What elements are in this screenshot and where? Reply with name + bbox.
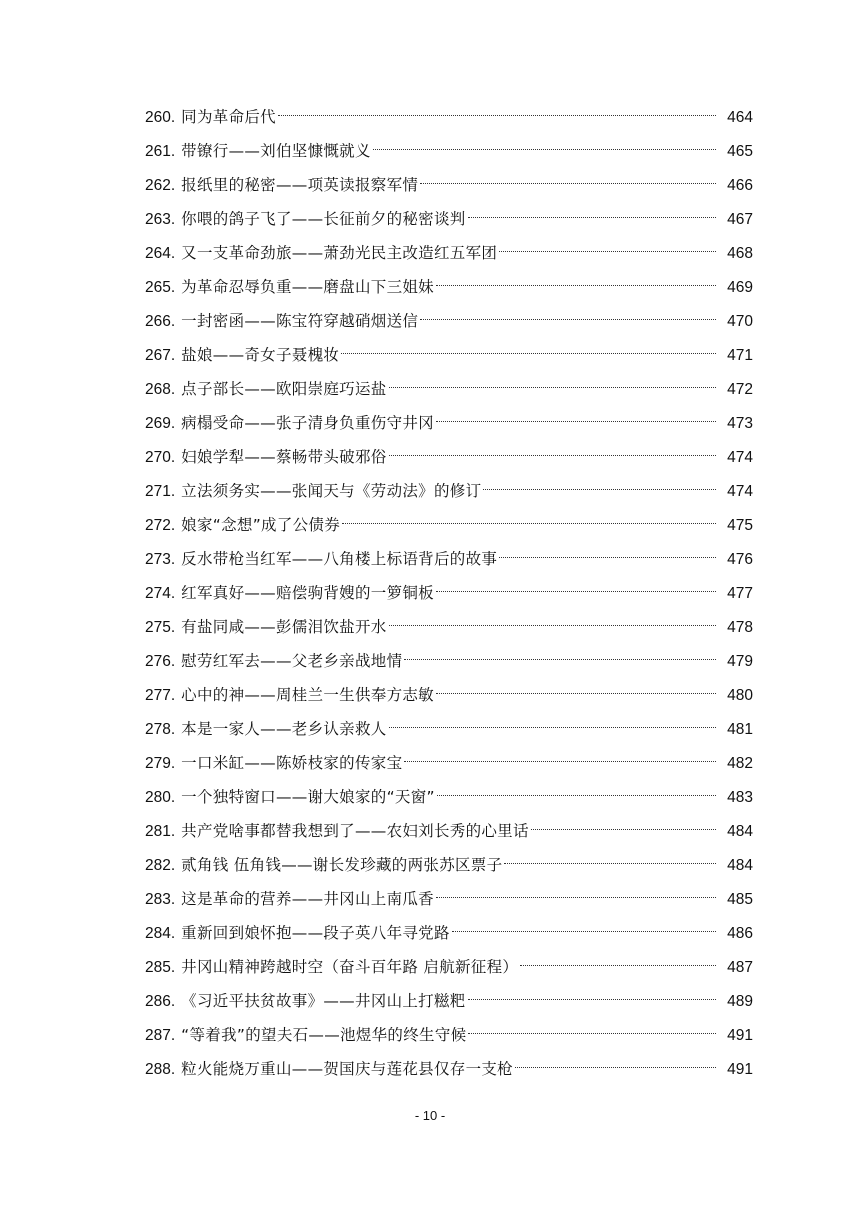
toc-entry[interactable] xyxy=(145,542,753,576)
toc-entry-page: 478 xyxy=(727,619,753,636)
toc-entry-number: 262. xyxy=(145,177,176,194)
dot-leader xyxy=(483,489,716,490)
dot-leader xyxy=(389,727,716,728)
toc-entry[interactable] xyxy=(145,984,753,1018)
toc-entry-page: 469 xyxy=(727,279,753,296)
toc-entry-page: 471 xyxy=(727,347,753,364)
dot-leader xyxy=(389,387,716,388)
toc-entry-title: 娘家“念想”成了公债券 xyxy=(181,516,341,534)
toc-entry-title: “等着我”的望夫石——池煜华的终生守候 xyxy=(181,1026,467,1044)
toc-entry-page: 480 xyxy=(727,687,753,704)
toc-entry-page: 491 xyxy=(727,1027,753,1044)
toc-entry[interactable] xyxy=(145,474,753,508)
toc-entry[interactable] xyxy=(145,916,753,950)
toc-entry-number: 265. xyxy=(145,279,176,296)
toc-entry-title: 本是一家人——老乡认亲救人 xyxy=(181,720,387,738)
toc-entry[interactable] xyxy=(145,338,753,372)
dot-leader xyxy=(436,897,716,898)
toc-entry-number: 275. xyxy=(145,619,176,636)
toc-entry-title: 报纸里的秘密——项英读报察军情 xyxy=(181,176,419,194)
toc-entry[interactable] xyxy=(145,236,753,270)
dot-leader xyxy=(531,829,716,830)
toc-entry[interactable] xyxy=(145,746,753,780)
toc-entry[interactable] xyxy=(145,100,753,134)
toc-entry-number: 283. xyxy=(145,891,176,908)
toc-entry-title: 共产党啥事都替我想到了——农妇刘长秀的心里话 xyxy=(181,822,529,840)
toc-entry[interactable] xyxy=(145,406,753,440)
dot-leader xyxy=(341,353,716,354)
toc-entry[interactable] xyxy=(145,1052,753,1086)
toc-entry-page: 475 xyxy=(727,517,753,534)
dot-leader xyxy=(499,251,716,252)
toc-entry-number: 274. xyxy=(145,585,176,602)
dot-leader xyxy=(468,999,716,1000)
dot-leader xyxy=(468,1033,716,1034)
toc-entry-title: 你喂的鸽子飞了——长征前夕的秘密谈判 xyxy=(181,210,466,228)
toc-entry-page: 479 xyxy=(727,653,753,670)
toc-entry-page: 466 xyxy=(727,177,753,194)
toc-entry-number: 281. xyxy=(145,823,176,840)
toc-entry-title: 慰劳红军去——父老乡亲战地情 xyxy=(181,652,403,670)
toc-entry[interactable] xyxy=(145,610,753,644)
toc-entry-number: 280. xyxy=(145,789,176,806)
toc-entry-title: 粒火能烧万重山——贺国庆与莲花县仅存一支枪 xyxy=(181,1060,513,1078)
toc-entry[interactable] xyxy=(145,440,753,474)
toc-entry[interactable] xyxy=(145,712,753,746)
toc-entry-title: 心中的神——周桂兰一生供奉方志敏 xyxy=(181,686,434,704)
toc-entry-page: 489 xyxy=(727,993,753,1010)
dot-leader xyxy=(389,625,716,626)
toc-entry-page: 485 xyxy=(727,891,753,908)
toc-entry-page: 487 xyxy=(727,959,753,976)
toc-entry-title: 有盐同咸——彭儒泪饮盐开水 xyxy=(181,618,387,636)
toc-entry[interactable] xyxy=(145,508,753,542)
toc-entry-title: 反水带枪当红军——八角楼上标语背后的故事 xyxy=(181,550,498,568)
toc-entry-page: 464 xyxy=(727,109,753,126)
dot-leader xyxy=(515,1067,716,1068)
dot-leader xyxy=(404,659,716,660)
toc-entry-page: 491 xyxy=(727,1061,753,1078)
toc-entry-number: 261. xyxy=(145,143,176,160)
dot-leader xyxy=(373,149,716,150)
toc-entry-title: 红军真好——赔偿驹背嫂的一箩铜板 xyxy=(181,584,434,602)
page-number: - 10 - xyxy=(414,1108,446,1123)
toc-entry[interactable] xyxy=(145,678,753,712)
toc-entry-number: 272. xyxy=(145,517,176,534)
toc-entry[interactable] xyxy=(145,134,753,168)
toc-entry-page: 467 xyxy=(727,211,753,228)
toc-entry-page: 474 xyxy=(727,483,753,500)
toc-entry[interactable] xyxy=(145,814,753,848)
toc-entry-title: 这是革命的营养——井冈山上南瓜香 xyxy=(181,890,434,908)
toc-entry[interactable] xyxy=(145,270,753,304)
dot-leader xyxy=(436,693,716,694)
toc-entry[interactable] xyxy=(145,780,753,814)
dot-leader xyxy=(420,319,716,320)
toc-entry-number: 287. xyxy=(145,1027,176,1044)
toc-entry[interactable] xyxy=(145,202,753,236)
toc-entry-title: 立法须务实——张闻天与《劳动法》的修订 xyxy=(181,482,482,500)
toc-entry-title: 一口米缸——陈娇枝家的传家宝 xyxy=(181,754,403,772)
toc-entry-page: 476 xyxy=(727,551,753,568)
toc-entry[interactable] xyxy=(145,882,753,916)
toc-entry-number: 266. xyxy=(145,313,176,330)
toc-entry-title: 《习近平扶贫故事》——井冈山上打糍粑 xyxy=(181,992,466,1010)
dot-leader xyxy=(468,217,716,218)
toc-entry-title: 病榻受命——张子清身负重伤守井冈 xyxy=(181,414,434,432)
dot-leader xyxy=(342,523,716,524)
dot-leader xyxy=(437,795,716,796)
toc-entry-number: 263. xyxy=(145,211,176,228)
toc-entry-number: 276. xyxy=(145,653,176,670)
dot-leader xyxy=(420,183,716,184)
toc-entry-number: 284. xyxy=(145,925,176,942)
toc-entry[interactable] xyxy=(145,168,753,202)
toc-entry-title: 同为革命后代 xyxy=(181,108,276,126)
toc-entry-number: 267. xyxy=(145,347,176,364)
toc-entry-title: 点子部长——欧阳崇庭巧运盐 xyxy=(181,380,387,398)
toc-entry[interactable] xyxy=(145,950,753,984)
toc-entry-page: 483 xyxy=(727,789,753,806)
toc-entry-title: 盐娘——奇女子聂槐妆 xyxy=(181,346,340,364)
toc-entry-page: 474 xyxy=(727,449,753,466)
toc-entry-number: 269. xyxy=(145,415,176,432)
dot-leader xyxy=(436,591,716,592)
toc-entry[interactable] xyxy=(145,372,753,406)
toc-entry-title: 带镣行——刘伯坚慷慨就义 xyxy=(181,142,371,160)
dot-leader xyxy=(389,455,716,456)
table-of-contents xyxy=(145,100,753,1086)
toc-entry-page: 486 xyxy=(727,925,753,942)
toc-entry[interactable] xyxy=(145,576,753,610)
toc-entry-title: 为革命忍辱负重——磨盘山下三姐妹 xyxy=(181,278,434,296)
toc-entry-page: 472 xyxy=(727,381,753,398)
toc-entry-page: 481 xyxy=(727,721,753,738)
toc-entry-number: 271. xyxy=(145,483,176,500)
toc-entry-number: 282. xyxy=(145,857,176,874)
toc-entry-number: 268. xyxy=(145,381,176,398)
dot-leader xyxy=(504,863,716,864)
dot-leader xyxy=(452,931,716,932)
dot-leader xyxy=(404,761,716,762)
toc-entry-page: 477 xyxy=(727,585,753,602)
toc-entry-title: 贰角钱 伍角钱——谢长发珍藏的两张苏区票子 xyxy=(181,856,503,874)
toc-entry-number: 285. xyxy=(145,959,176,976)
toc-entry[interactable] xyxy=(145,304,753,338)
toc-entry-number: 273. xyxy=(145,551,176,568)
toc-entry-number: 278. xyxy=(145,721,176,738)
toc-entry-title: 妇娘学犁——蔡畅带头破邪俗 xyxy=(181,448,387,466)
toc-entry-title: 重新回到娘怀抱——段子英八年寻党路 xyxy=(181,924,450,942)
toc-entry-number: 288. xyxy=(145,1061,176,1078)
toc-entry-page: 484 xyxy=(727,823,753,840)
toc-entry-page: 468 xyxy=(727,245,753,262)
dot-leader xyxy=(499,557,716,558)
toc-entry-page: 484 xyxy=(727,857,753,874)
toc-entry-number: 270. xyxy=(145,449,176,466)
dot-leader xyxy=(436,285,716,286)
toc-entry-page: 470 xyxy=(727,313,753,330)
toc-entry[interactable] xyxy=(145,848,753,882)
dot-leader xyxy=(278,115,716,116)
toc-entry-title: 井冈山精神跨越时空（奋斗百年路 启航新征程） xyxy=(181,958,519,976)
toc-entry-page: 465 xyxy=(727,143,753,160)
toc-entry[interactable] xyxy=(145,1018,753,1052)
toc-entry-number: 279. xyxy=(145,755,176,772)
toc-entry-title: 一封密函——陈宝符穿越硝烟送信 xyxy=(181,312,419,330)
toc-entry-number: 260. xyxy=(145,109,176,126)
toc-entry-number: 286. xyxy=(145,993,176,1010)
toc-entry-number: 277. xyxy=(145,687,176,704)
dot-leader xyxy=(436,421,716,422)
toc-entry-page: 473 xyxy=(727,415,753,432)
toc-entry[interactable] xyxy=(145,644,753,678)
dot-leader xyxy=(520,965,716,966)
toc-entry-page: 482 xyxy=(727,755,753,772)
toc-entry-title: 一个独特窗口——谢大娘家的“天窗” xyxy=(181,788,435,806)
toc-entry-title: 又一支革命劲旅——萧劲光民主改造红五军团 xyxy=(181,244,498,262)
toc-entry-number: 264. xyxy=(145,245,176,262)
